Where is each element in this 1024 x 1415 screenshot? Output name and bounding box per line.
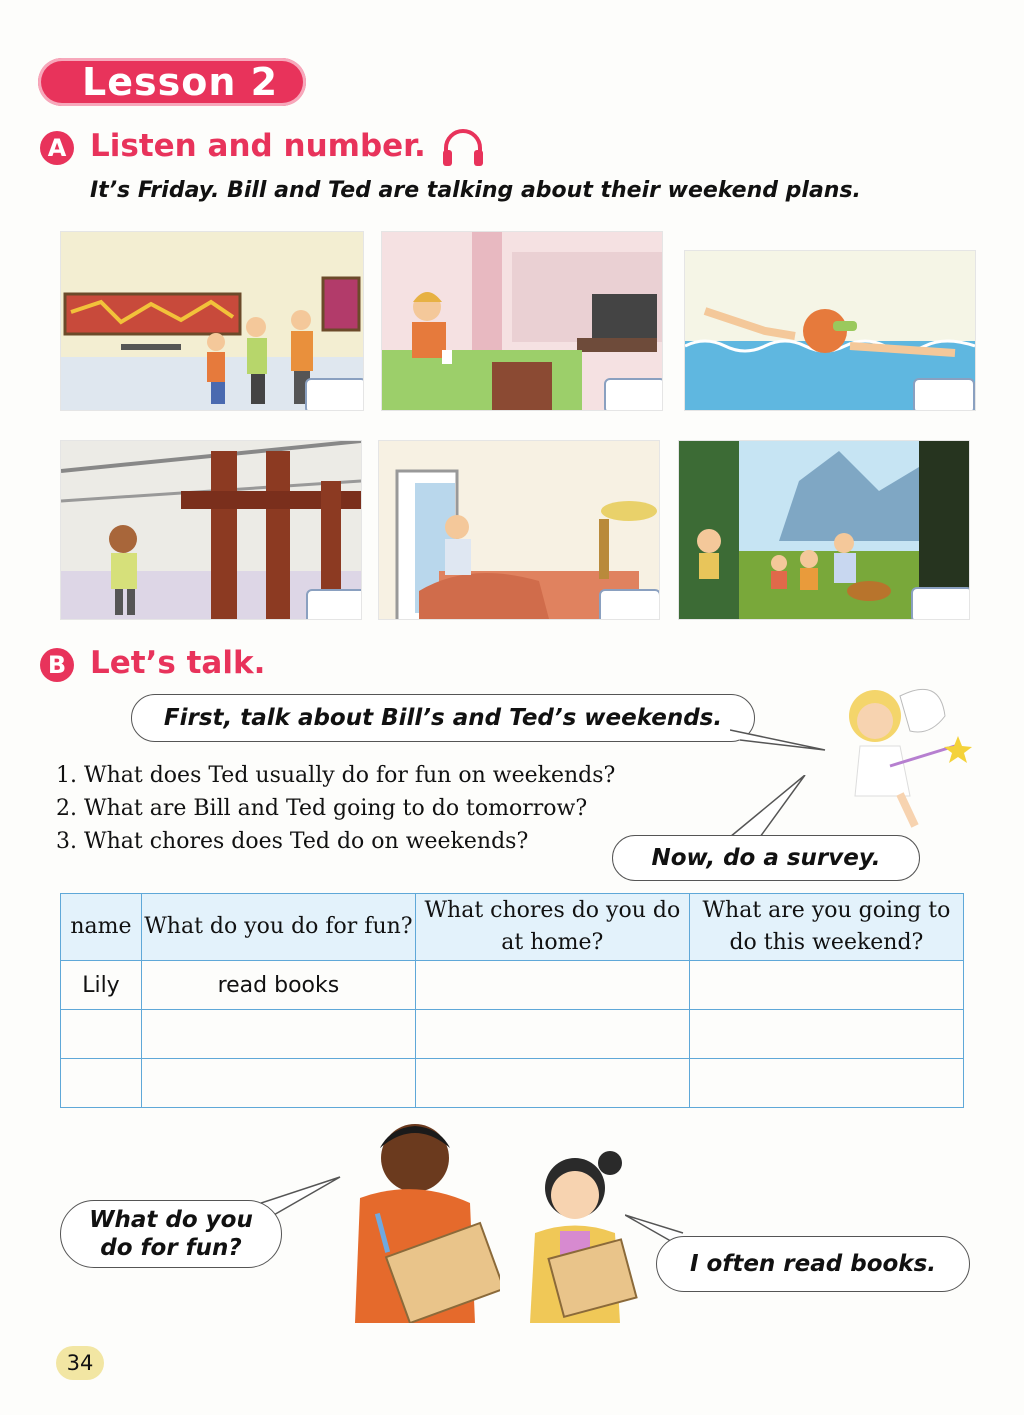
- header-fun: What do you do for fun?: [141, 894, 415, 961]
- picture-bedroom: [378, 440, 660, 620]
- angel-illustration: [830, 676, 975, 831]
- table-cell[interactable]: [415, 1010, 689, 1059]
- boy-illustration: [320, 1118, 500, 1323]
- table-cell[interactable]: [689, 1059, 963, 1108]
- lesson-title: Lesson 2: [82, 60, 279, 104]
- question-3: 3. What chores does Ted do on weekends?: [56, 829, 529, 854]
- section-a-badge: A: [40, 131, 74, 165]
- question-2: 2. What are Bill and Ted going to do tomorrow?: [56, 796, 588, 821]
- headphones-icon: [440, 128, 486, 168]
- number-box-5[interactable]: [599, 589, 660, 620]
- girl-illustration: [515, 1143, 640, 1323]
- table-cell[interactable]: [689, 961, 963, 1010]
- table-row: [61, 1010, 964, 1059]
- section-b-title: Let’s talk.: [90, 645, 266, 681]
- picture-picnic: [678, 440, 970, 620]
- table-cell[interactable]: [415, 961, 689, 1010]
- question-1: 1. What does Ted usually do for fun on weekends?: [56, 763, 616, 788]
- picture-museum: [60, 440, 362, 620]
- picture-room: [381, 231, 663, 411]
- table-row: [61, 961, 964, 1010]
- number-box-3[interactable]: [913, 378, 975, 411]
- header-name: name: [61, 894, 142, 961]
- survey-table: [60, 893, 964, 1108]
- header-chores: What chores do you do at home?: [415, 894, 689, 961]
- table-row: [61, 1059, 964, 1108]
- section-b-badge: B: [40, 648, 74, 682]
- number-box-4[interactable]: [306, 589, 362, 620]
- prompt-speech-bubble: First, talk about Bill’s and Ted’s weekends.: [131, 694, 755, 742]
- boy-speech-text: What do you do for fun?: [89, 1207, 253, 1261]
- table-cell[interactable]: [141, 1059, 415, 1108]
- table-cell[interactable]: read books: [141, 961, 415, 1010]
- bubble-tail: [730, 725, 830, 755]
- survey-bubble-tail: [700, 775, 810, 840]
- girl-speech-bubble: I often read books.: [656, 1236, 970, 1292]
- table-cell[interactable]: [61, 1010, 142, 1059]
- page-number: 34: [56, 1346, 104, 1380]
- table-cell[interactable]: Lily: [61, 961, 142, 1010]
- picture-gallery: [60, 231, 364, 411]
- number-box-1[interactable]: [305, 378, 364, 411]
- number-box-6[interactable]: [911, 587, 970, 620]
- picture-swimming: [684, 250, 976, 411]
- table-cell[interactable]: [61, 1059, 142, 1108]
- header-weekend: What are you going to do this weekend?: [689, 894, 963, 961]
- boy-speech-bubble: [60, 1200, 282, 1268]
- survey-speech-bubble: Now, do a survey.: [612, 835, 920, 881]
- table-cell[interactable]: [141, 1010, 415, 1059]
- table-header-row: [61, 894, 964, 961]
- section-a-subtitle: It’s Friday. Bill and Ted are talking about their weekend plans.: [90, 178, 861, 203]
- table-cell[interactable]: [415, 1059, 689, 1108]
- number-box-2[interactable]: [604, 378, 663, 411]
- section-a-title: Listen and number.: [90, 128, 426, 164]
- lesson-title-pill: [38, 58, 306, 106]
- table-cell[interactable]: [689, 1010, 963, 1059]
